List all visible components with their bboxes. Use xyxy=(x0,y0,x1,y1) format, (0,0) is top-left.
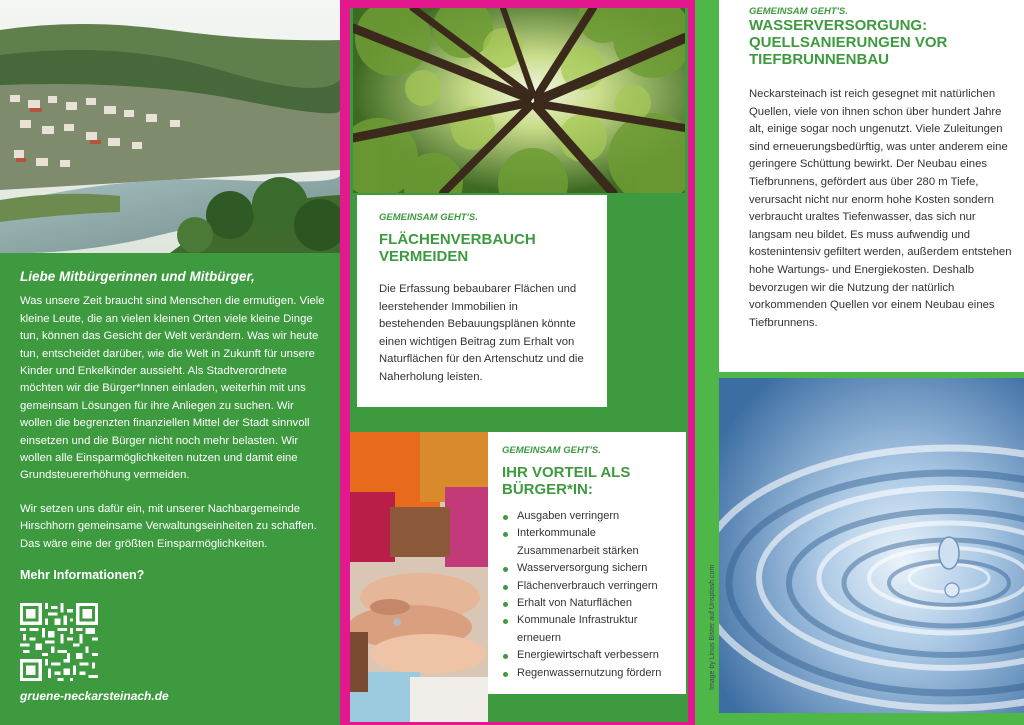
list-item: Interkommunale Zusammenarbeit stärken xyxy=(502,525,672,560)
card2-kicker: GEMEINSAM GEHT'S. xyxy=(502,445,601,456)
water-heading: WASSERVERSORGUNG: QUELLSANIERUNGEN VOR TIEFBRUNNENBAU xyxy=(749,17,948,68)
list-item: Energiewirtschaft verbessern xyxy=(502,647,672,664)
card2-heading: IHR VORTEIL ALS BÜRGER*IN: xyxy=(502,464,631,498)
water-drop-photo xyxy=(719,378,1024,713)
image-credit: Image by Linus Bister auf Unsplash.com xyxy=(709,564,716,690)
list-item: Ausgaben verringern xyxy=(502,508,672,525)
card1-kicker: GEMEINSAM GEHT'S. xyxy=(379,212,478,223)
left-text-block xyxy=(20,268,325,585)
list-item: Flächenverbrauch verringern xyxy=(502,578,672,595)
water-body: Neckarsteinach ist reich gesegnet mit natürlichen Quellen, viele von ihnen schon über hundert Jahre alt, einige sogar noch ungenutzt. Viele Zuleitungen sind erneuerungsbedürftig, was unter anderem eine geringere Schüttung bewirkt. Der Neubau eines Tiefbrunnens, gefördert aus über 280 m Tiefe, verursacht nicht nur enorm hohe Kosten sondern verbraucht uraltes Tiefenwasser, das sich nur langsam neu bildet. Es muss aufwendig und kostenintensiv gefiltert werden, außerdem entstehen hohe Wartungs- und Energiekosten. Deshalb bevorzugen wir die Nutzung der natürlich vorkommenden Quellen vor einem Neubau eines Tiefbrunnens. xyxy=(749,88,1012,329)
list-item: Erhalt von Naturflächen xyxy=(502,595,672,612)
greeting: Liebe Mitbürgerinnen und Mitbürger, xyxy=(20,269,255,284)
intro-paragraph: Was unsere Zeit braucht sind Menschen die ermutigen. Viele kleine Leute, die an vielen kleinen Orten viele kleine Dinge tun, können das Gesicht der Welt verändern. Was wir heute tun, entscheidet darüber, wie die Welt in Zukunft für unsere Kinder und Enkelkinder aussieht. Als Stadtverordnete möchten wir die Bürger*Innen einladen, weiterhin mit uns gemeinsam Lösungen für ihre Anliegen zu suchen. Wir wollen die begrenzten finanziellen Mittel der Stadt sinnvoll einsetzen und die Bürger nicht noch mehr belasten. Wir wollen alle Einsparmöglichkeiten nutzen und damit eine Grundsteuererhöhung vermeiden. xyxy=(20,295,325,482)
right-panel xyxy=(695,0,1024,725)
left-panel xyxy=(0,0,340,725)
list-item: Kommunale Infrastruktur erneuern xyxy=(502,612,672,647)
cooperation-paragraph: Wir setzen uns dafür ein, mit unserer Nachbargemeinde Hirschhorn gemeinsame Verwaltungseinheiten zu schaffen. Das wäre eine der größten Einsparmöglichkeiten. xyxy=(20,502,317,550)
water-kicker: GEMEINSAM GEHT'S. xyxy=(749,6,848,17)
more-info-heading: Mehr Informationen? xyxy=(20,568,145,583)
benefits-card xyxy=(488,432,686,694)
list-item: Wasserversorgung sichern xyxy=(502,560,672,577)
card1-body: Die Erfassung bebaubarer Flächen und leerstehender Immobilien in bestehenden Bebauungsplänen könnte einen wichtigen Beitrag zum Erhalt von Naturflächen für den Artenschutz und die Naherholung leisten. xyxy=(379,283,584,383)
qr-code-icon[interactable] xyxy=(20,603,98,681)
stacked-hands-photo xyxy=(350,432,488,722)
benefits-list xyxy=(502,508,672,682)
card1-heading: FLÄCHENVERBAUCH VERMEIDEN xyxy=(379,231,536,265)
list-item: Regenwassernutzung fördern xyxy=(502,665,672,682)
town-river-photo xyxy=(0,0,340,253)
website-link[interactable]: gruene-neckarsteinach.de xyxy=(20,689,169,703)
land-use-card xyxy=(357,195,607,407)
forest-canopy-photo xyxy=(353,8,685,193)
